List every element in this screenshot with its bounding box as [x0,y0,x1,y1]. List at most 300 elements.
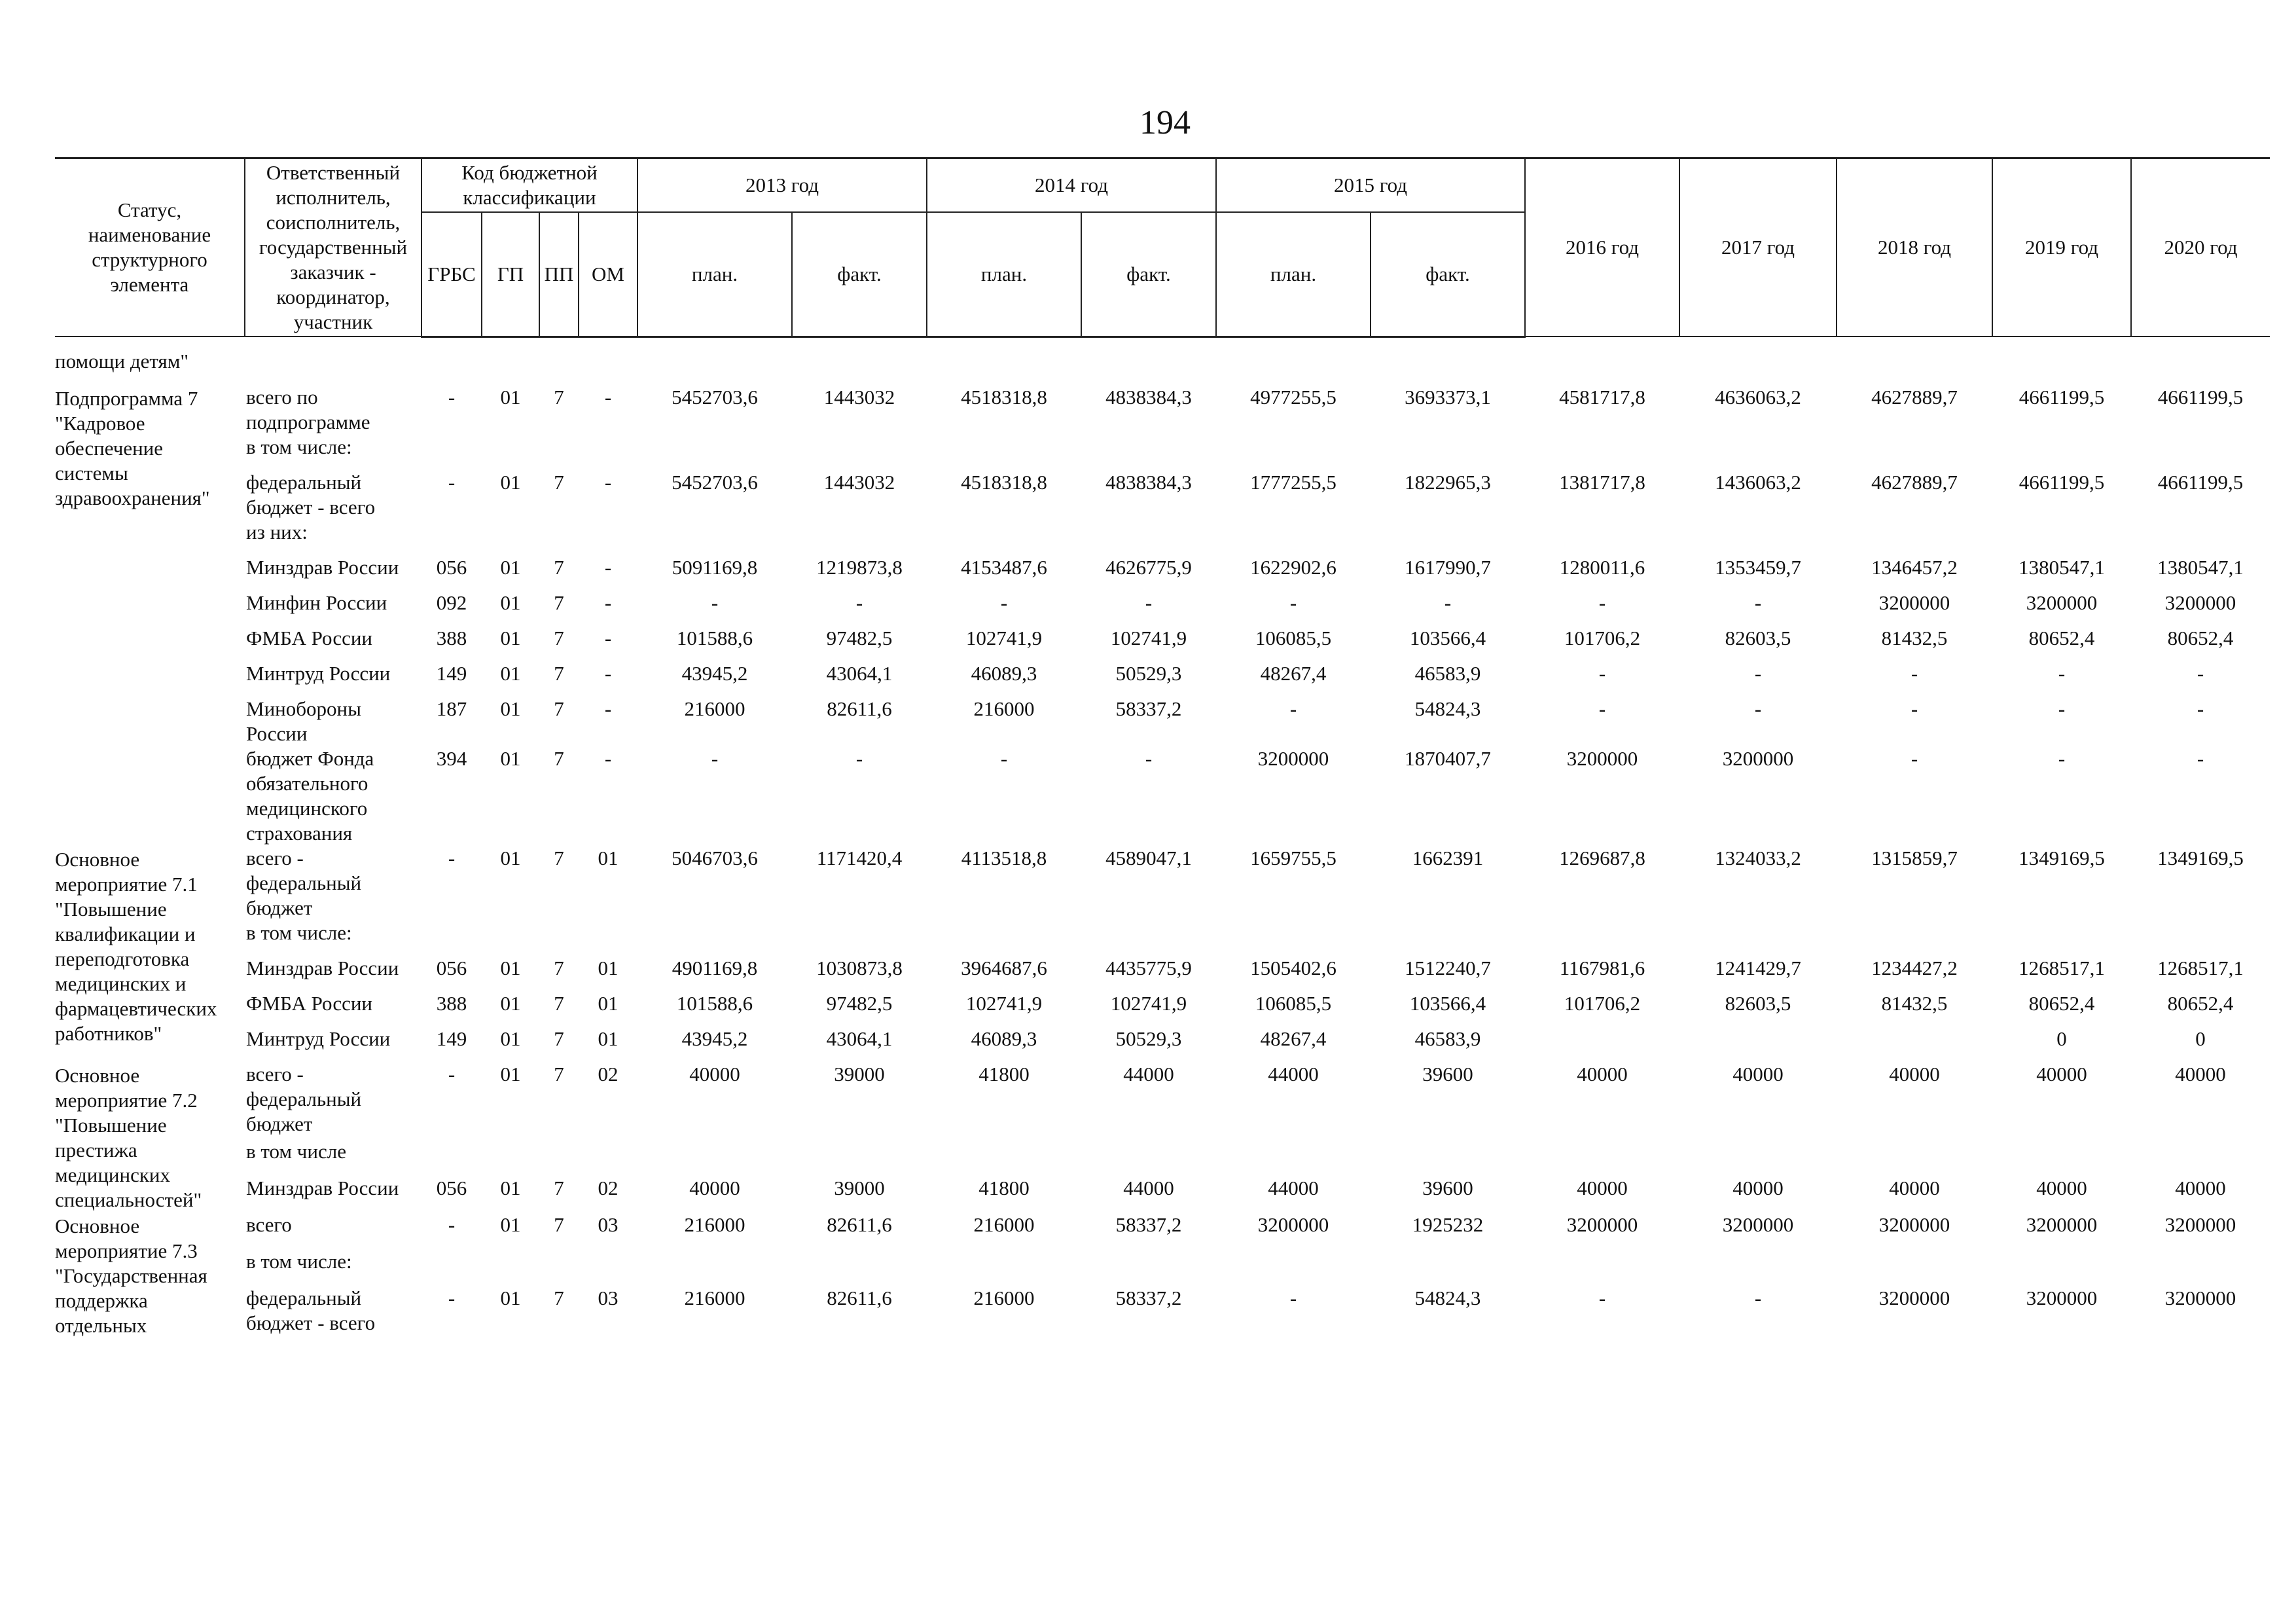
value-cell: 39000 [834,1176,885,1199]
value-cell [792,921,927,956]
grbs-cell: 056 [436,956,467,979]
pp-cell: 7 [554,470,564,494]
value-cell: - [2197,746,2204,770]
grbs-cell: - [448,385,456,409]
value-cell [2131,520,2270,555]
value-cell: 3200000 [2026,1213,2098,1236]
value-cell [637,1139,792,1176]
table-row [55,846,2270,921]
grbs-cell: 388 [436,626,467,649]
value-cell: - [1145,591,1153,614]
value-cell: - [855,746,863,770]
value-cell [2131,921,2270,956]
header-fact-2015: факт. [1371,212,1525,337]
header-status: Статус, наименование структурного элемента [55,158,245,337]
value-cell: 5091169,8 [672,555,758,579]
om-cell: 03 [598,1213,619,1236]
header-fact-2014: факт. [1081,212,1216,337]
value-cell: - [711,591,719,614]
value-cell [1992,1139,2131,1176]
value-cell: 103566,4 [1409,991,1486,1015]
header-budget-code: Код бюджетной классификации [422,158,637,213]
value-cell: 82611,6 [827,1286,892,1310]
label-cell: в том числе: [246,1249,352,1273]
value-cell [1992,1249,2131,1286]
value-cell: 5046703,6 [672,846,758,869]
value-cell: 40000 [2175,1176,2226,1199]
label-cell: всего - федеральный бюджет [246,1062,362,1135]
value-cell: 4153487,6 [961,555,1047,579]
pp-cell: 7 [554,385,564,409]
value-cell: 81432,5 [1881,626,1948,649]
header-year-2017: 2017 год [1679,158,1837,337]
value-cell: 40000 [2036,1176,2087,1199]
value-cell: 4661199,5 [2018,385,2105,409]
value-cell [637,1249,792,1286]
value-cell: 106085,5 [1255,626,1332,649]
table-row [55,520,2270,555]
value-cell [1837,1139,1992,1176]
value-cell: 82611,6 [827,1213,892,1236]
value-cell: 82603,5 [1725,991,1791,1015]
pp-cell: 7 [554,1176,564,1199]
table-row [55,697,2270,746]
value-cell [2131,1249,2270,1286]
continuation-text: помощи детям" [55,349,189,373]
value-cell: 4661199,5 [2157,470,2244,494]
value-cell: 4589047,1 [1105,846,1192,869]
table-body [55,337,2270,1338]
value-cell [792,1249,927,1286]
value-cell [1525,520,1679,555]
header-year-2013: 2013 год [637,158,927,213]
gp-cell: 01 [500,385,521,409]
gp-cell [482,435,539,470]
value-cell [927,921,1081,956]
value-cell: 3200000 [2164,591,2236,614]
om-cell: 01 [598,991,619,1015]
value-cell [927,520,1081,555]
label-cell: Минфин России [246,591,387,614]
label-cell: в том числе: [246,435,352,458]
value-cell: - [711,746,719,770]
value-cell [927,1139,1081,1176]
value-cell: 0 [2056,1027,2067,1050]
om-cell [579,921,637,956]
grbs-cell [422,520,482,555]
pp-cell: 7 [554,956,564,979]
table-row [55,435,2270,470]
table-row [55,746,2270,846]
value-cell: 216000 [684,1213,745,1236]
header-year-2015: 2015 год [1216,158,1525,213]
value-cell: 3200000 [1722,746,1794,770]
label-cell: ФМБА России [246,991,373,1015]
grbs-cell [422,1249,482,1286]
value-cell: 1381717,8 [1559,470,1645,494]
value-cell: 1617990,7 [1405,555,1491,579]
gp-cell: 01 [500,746,521,770]
table-row [55,470,2270,520]
om-cell: - [604,746,612,770]
value-cell: 1443032 [823,385,895,409]
table-row [55,991,2270,1027]
value-cell: 1505402,6 [1250,956,1336,979]
om-cell: 02 [598,1176,619,1199]
value-cell: 3200000 [1878,1213,1950,1236]
value-cell: 41800 [978,1176,1030,1199]
value-cell: - [1754,697,1762,720]
gp-cell: 01 [500,661,521,685]
header-year-2014: 2014 год [927,158,1216,213]
table-row [55,1286,2270,1338]
value-cell [792,520,927,555]
value-cell: 41800 [978,1062,1030,1085]
value-cell: 43945,2 [681,1027,748,1050]
om-cell: 03 [598,1286,619,1310]
value-cell: 48267,4 [1260,661,1327,685]
value-cell: 101588,6 [676,991,753,1015]
value-cell: - [2058,697,2066,720]
value-cell: 103566,4 [1409,626,1486,649]
value-cell: - [1598,591,1606,614]
value-cell [1371,921,1525,956]
value-cell: - [2058,746,2066,770]
value-cell [1216,520,1371,555]
header-year-2016: 2016 год [1525,158,1679,337]
value-cell: - [2197,697,2204,720]
value-cell: 39600 [1422,1062,1473,1085]
value-cell [1525,1139,1679,1176]
om-cell [579,435,637,470]
pp-cell: 7 [554,626,564,649]
value-cell: - [1145,746,1153,770]
table-row [55,1027,2270,1062]
value-cell: - [1910,746,1918,770]
value-cell: 40000 [689,1062,740,1085]
value-cell: 4661199,5 [2018,470,2105,494]
value-cell [1371,435,1525,470]
value-cell: 1777255,5 [1250,470,1336,494]
grbs-cell [422,1139,482,1176]
pp-cell: 7 [554,591,564,614]
value-cell: 3200000 [1566,1213,1638,1236]
value-cell [792,1139,927,1176]
value-cell: 1659755,5 [1250,846,1336,869]
value-cell: - [1754,661,1762,685]
grbs-cell: - [448,1213,456,1236]
om-cell: - [604,661,612,685]
pp-cell: 7 [554,697,564,720]
label-cell: в том числе [246,1139,346,1163]
label-cell: всего [246,1213,292,1236]
value-cell: 1380547,1 [2157,555,2244,579]
grbs-cell: - [448,1062,456,1085]
value-cell: 1349169,5 [2157,846,2244,869]
value-cell [1679,1139,1837,1176]
value-cell: 5452703,6 [672,470,758,494]
value-cell [1992,520,2131,555]
value-cell: 4518318,8 [961,470,1047,494]
value-cell: 40000 [2036,1062,2087,1085]
value-cell: 1512240,7 [1405,956,1491,979]
pp-cell: 7 [554,746,564,770]
value-cell [1525,435,1679,470]
value-cell [1525,1027,1679,1062]
om-cell: 01 [598,1027,619,1050]
header-plan-2014: план. [927,212,1081,337]
gp-cell: 01 [500,956,521,979]
gp-cell: 01 [500,1176,521,1199]
value-cell: 1324033,2 [1715,846,1801,869]
label-cell: федеральный бюджет - всего [246,1286,376,1335]
value-cell [1081,921,1216,956]
header-pp: ПП [539,212,579,337]
page-number: 194 [1139,104,1191,141]
value-cell: 1268517,1 [2018,956,2105,979]
value-cell: 101706,2 [1564,626,1641,649]
value-cell [1679,435,1837,470]
table-header [55,158,2270,337]
value-cell: 1380547,1 [2018,555,2105,579]
om-cell: - [604,591,612,614]
label-cell: из них: [246,520,308,543]
value-cell: 4661199,5 [2157,385,2244,409]
gp-cell: 01 [500,846,521,869]
value-cell: 3200000 [2164,1286,2236,1310]
value-cell: 43064,1 [826,1027,893,1050]
value-cell [1837,520,1992,555]
value-cell: 44000 [1123,1176,1174,1199]
om-cell: 01 [598,956,619,979]
header-year-2019: 2019 год [1992,158,2131,337]
value-cell: 50529,3 [1115,661,1182,685]
value-cell: - [1000,591,1008,614]
value-cell: 80652,4 [2167,991,2234,1015]
value-cell: 1662391 [1412,846,1484,869]
value-cell: 1219873,8 [816,555,903,579]
gp-cell: 01 [500,1213,521,1236]
value-cell: 102741,9 [1110,626,1187,649]
value-cell: 39000 [834,1062,885,1085]
label-cell: Минобороны России [246,697,361,745]
gp-cell: 01 [500,991,521,1015]
value-cell: 44000 [1268,1062,1319,1085]
value-cell: 101588,6 [676,626,753,649]
table-row [55,626,2270,661]
table-row [55,1139,2270,1176]
value-cell [1216,921,1371,956]
gp-cell: 01 [500,470,521,494]
value-cell: 81432,5 [1881,991,1948,1015]
value-cell: 58337,2 [1115,1213,1182,1236]
value-cell: 3200000 [2164,1213,2236,1236]
value-cell [1525,1249,1679,1286]
value-cell: 46583,9 [1414,1027,1481,1050]
gp-cell: 01 [500,626,521,649]
value-cell: 39600 [1422,1176,1473,1199]
om-cell: 01 [598,846,619,869]
grbs-cell: 092 [436,591,467,614]
value-cell [1371,520,1525,555]
pp-cell: 7 [554,991,564,1015]
status-cell: Основное мероприятие 7.3 "Государственная поддержка отдельных [55,1214,207,1337]
grbs-cell: - [448,846,456,869]
value-cell [637,520,792,555]
value-cell: 1167981,6 [1559,956,1645,979]
value-cell: - [2058,661,2066,685]
header-fact-2013: факт. [792,212,927,337]
value-cell: 1822965,3 [1405,470,1491,494]
grbs-cell: 394 [436,746,467,770]
pp-cell: 7 [554,661,564,685]
value-cell: 102741,9 [965,626,1043,649]
value-cell: 4435775,9 [1105,956,1192,979]
value-cell: 1268517,1 [2157,956,2244,979]
header-plan-2013: план. [637,212,792,337]
value-cell: 40000 [1889,1062,1940,1085]
header-responsible: Ответственный исполнитель, соисполнитель, государственный заказчик - координатор, участник [245,158,422,337]
om-cell [579,1249,637,1286]
value-cell: 1171420,4 [816,846,903,869]
value-cell: - [1000,746,1008,770]
pp-cell: 7 [554,1286,564,1310]
value-cell [1081,1139,1216,1176]
value-cell [927,1249,1081,1286]
value-cell: 43064,1 [826,661,893,685]
value-cell: - [1910,697,1918,720]
value-cell: 80652,4 [2028,991,2095,1015]
label-cell: всего - федеральный бюджет [246,846,362,919]
om-cell: 02 [598,1062,619,1085]
value-cell: 80652,4 [2167,626,2234,649]
value-cell [1679,1027,1837,1062]
value-cell: 1353459,7 [1715,555,1801,579]
label-cell: Минтруд России [246,661,391,685]
value-cell: 1241429,7 [1715,956,1801,979]
label-cell: федеральный бюджет - всего [246,470,376,519]
value-cell: 3200000 [1878,591,1950,614]
gp-cell: 01 [500,1062,521,1085]
value-cell [1992,921,2131,956]
label-cell: всего по подпрограмме [246,385,370,433]
value-cell: 3693373,1 [1405,385,1491,409]
gp-cell [482,921,539,956]
value-cell: 4113518,8 [961,846,1047,869]
gp-cell: 01 [500,555,521,579]
gp-cell: 01 [500,1027,521,1050]
value-cell [1216,1139,1371,1176]
value-cell: 4838384,3 [1105,385,1192,409]
label-cell: Минтруд России [246,1027,391,1050]
value-cell: - [1598,661,1606,685]
pp-cell [539,520,579,555]
value-cell: 40000 [1889,1176,1940,1199]
value-cell: 40000 [1732,1176,1784,1199]
value-cell: - [1754,1286,1762,1310]
value-cell: 4626775,9 [1105,555,1192,579]
value-cell: 1315859,7 [1871,846,1958,869]
value-cell: 0 [2195,1027,2206,1050]
value-cell [2131,1139,2270,1176]
value-cell: 40000 [1732,1062,1784,1085]
label-cell: ФМБА России [246,626,373,649]
value-cell: 3200000 [1257,746,1329,770]
gp-cell [482,1139,539,1176]
pp-cell [539,1249,579,1286]
value-cell: 46583,9 [1414,661,1481,685]
table-row [55,1176,2270,1213]
value-cell [1679,921,1837,956]
value-cell: 216000 [973,1213,1035,1236]
value-cell: 3200000 [1257,1213,1329,1236]
pp-cell [539,1139,579,1176]
grbs-cell: 056 [436,555,467,579]
value-cell [1081,435,1216,470]
value-cell: 3200000 [2026,1286,2098,1310]
value-cell: 40000 [1577,1062,1628,1085]
value-cell: 4838384,3 [1105,470,1192,494]
value-cell: 40000 [689,1176,740,1199]
label-cell: Минздрав России [246,555,399,579]
value-cell: 40000 [2175,1062,2226,1085]
value-cell [1837,1249,1992,1286]
grbs-cell [422,435,482,470]
value-cell: 4518318,8 [961,385,1047,409]
value-cell: 216000 [973,697,1035,720]
value-cell: 1346457,2 [1871,555,1958,579]
value-cell: 3200000 [1566,746,1638,770]
value-cell: 1622902,6 [1250,555,1336,579]
status-cell: Основное мероприятие 7.1 "Повышение квалификации и переподготовка медицинских и фармацевтических работников" [55,847,217,1045]
om-cell: - [604,697,612,720]
value-cell [2131,435,2270,470]
value-cell: - [1598,697,1606,720]
om-cell [579,520,637,555]
value-cell: - [1598,1286,1606,1310]
value-cell: 82603,5 [1725,626,1791,649]
value-cell: 44000 [1123,1062,1174,1085]
value-cell [1216,1249,1371,1286]
value-cell: 1269687,8 [1559,846,1645,869]
value-cell: 54824,3 [1414,697,1481,720]
value-cell: 4636063,2 [1715,385,1801,409]
value-cell: 101706,2 [1564,991,1641,1015]
value-cell: - [1289,591,1297,614]
pp-cell: 7 [554,555,564,579]
grbs-cell: 149 [436,661,467,685]
grbs-cell: 149 [436,1027,467,1050]
om-cell: - [604,385,612,409]
value-cell: 82611,6 [827,697,892,720]
value-cell: 58337,2 [1115,697,1182,720]
value-cell [637,921,792,956]
value-cell: - [1289,697,1297,720]
label-cell: Минздрав России [246,1176,399,1199]
value-cell: 54824,3 [1414,1286,1481,1310]
gp-cell [482,520,539,555]
gp-cell: 01 [500,697,521,720]
status-cell: Подпрограмма 7 "Кадровое обеспечение системы здравоохранения" [55,386,210,509]
value-cell: 4901169,8 [672,956,758,979]
value-cell: 216000 [684,697,745,720]
gp-cell [482,1249,539,1286]
value-cell: - [1910,661,1918,685]
value-cell [1371,1249,1525,1286]
header-year-2020: 2020 год [2131,158,2270,337]
pp-cell: 7 [554,1213,564,1236]
pp-cell: 7 [554,1062,564,1085]
